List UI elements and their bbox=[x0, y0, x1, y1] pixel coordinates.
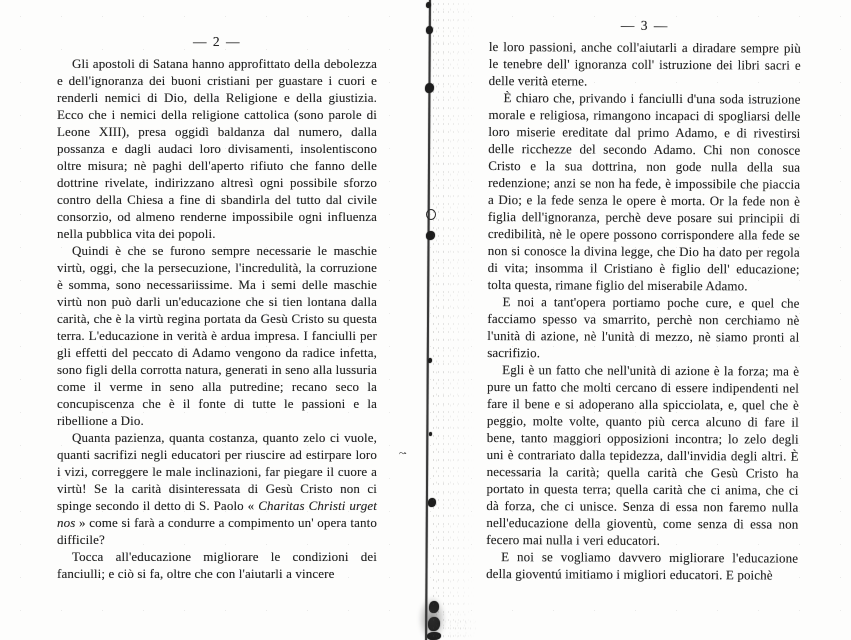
italic-quotation: Charitas Christi urget nos bbox=[57, 498, 377, 530]
binding-stitch bbox=[426, 2, 431, 8]
text-run: » come si farà a condurre a compimento un' opera tanto difficile? bbox=[57, 515, 377, 547]
paragraph bbox=[57, 429, 377, 548]
text-run: Quanta pazienza, quanta costanza, quanto zelo ci vuole, quanti sacrifizi negli educatori per riuscire ad estirpare loro i vizi, correggere le male inclinazioni, far piegare il cuore a virtù! Se la carità disinteressata di Gesù Cristo non ci spinge secondo il detto di S. Paolo « bbox=[57, 430, 377, 513]
paragraph bbox=[487, 293, 799, 363]
binding-stitch bbox=[428, 358, 432, 363]
binding-stitch-ring bbox=[426, 209, 436, 220]
binding-line bbox=[425, 0, 431, 640]
page-2-text bbox=[57, 55, 377, 582]
scan-noise-binding bbox=[431, 0, 475, 640]
paragraph bbox=[57, 548, 377, 582]
page-2-number: — 2 — bbox=[193, 34, 241, 49]
paragraph bbox=[488, 89, 801, 295]
text-run: È chiaro che, privando i fanciulli d'una soda istruzione morale e religiosa, rimangono incapaci di spogliarsi delle loro miserie ereditate dal primo Adamo, e di rivestirsi delle ricchezze del secondo Adamo. Chi non conosce Cristo e la sua dottrina, non gode nulla della sua redenzione; anzi se non ha fede, è impossibile che piaccia a Dio; e la fede senza le opere è morta. Or la fede non è figlia dell'ignoranza, perchè deve posare sui principii di credibilità, nè le opere possono corrispondere alla fede se non si conosce la divina legge, che Dio ha dato per regola di vita; insomma il Cristiano è figlio dell' educazione; tolta questa, rimane figlio del miserabile Adamo. bbox=[487, 90, 801, 294]
text-run: E noi se vogliamo davvero migliorare l'educazione della gioventú imitiamo i migliori educatori. E poichè bbox=[486, 549, 799, 583]
text-run: Gli apostoli di Satana hanno approfittato della debolezza e dell'ignoranza dei buoni cristiani per guastare i cuori e renderli nemici di Dio, della Religione e della giustizia. Ecco che i nemici della religione cattolica (sono parole di Leone XIII), presa oggidì baldanza dal numero, dalla possanza e dagli audaci loro divisamenti, insolentiscono oltre misura; nè paghi dell'aperto rifiuto che fanno delle dottrine rivelate, indirizzano altresì ogni possibile sforzo contro della Chiesa a fine di sbandirla del tutto dal civile consorzio, od almeno renderne impossibile ogni influenza nella pubblica vita dei popoli. bbox=[57, 56, 377, 241]
page-3-text bbox=[486, 38, 801, 584]
binding-stitch bbox=[429, 432, 432, 436]
page-3-number: — 3 — bbox=[620, 17, 669, 33]
binding-stitch bbox=[426, 231, 435, 240]
paragraph bbox=[486, 361, 799, 550]
text-run: Tocca all'educazione migliorare le condizioni dei fanciulli; e ciò si fa, oltre che con l'aiutarli a vincere bbox=[57, 549, 377, 581]
text-run: Egli è un fatto che nell'unità di azione è la forza; ma è pure un fatto che molti cercano di essere indipendenti nel fare il bene e si adoperano alla spicciolata, e, quel che è peggio, molte volte, quanto più cerca alcuno di fare il bene, tanto maggiori opposizioni incontra; lo zelo degli uni è contrariato dalla tepidezza, dall'invidia degli altri. È necessaria la carità; quella carità che Gesù Cristo ha portato in questa terra; quella carità che ci anima, che ci dà forza, che ci unisce. Senza di essa non faremo nulla nell'educazione della gioventù, come senza di essa non fecero mai nulla i veri educatori. bbox=[486, 362, 800, 548]
binding-stitch bbox=[426, 26, 433, 34]
paragraph bbox=[57, 55, 377, 242]
paragraph bbox=[489, 38, 801, 91]
page-3 bbox=[486, 17, 801, 584]
binding-stitch bbox=[428, 498, 436, 507]
paragraph bbox=[486, 548, 798, 584]
paragraph bbox=[57, 242, 377, 429]
binding-stitch bbox=[425, 83, 434, 93]
binding-bottom-smudge bbox=[418, 596, 446, 640]
text-run: le loro passioni, anche coll'aiutarli a diradare sempre più le tenebre dell' ignoranza coll' istruzione dei libri sacri e delle verità eterne. bbox=[488, 38, 801, 89]
page-2 bbox=[57, 34, 377, 582]
scan-artifact-squiggle: ~· bbox=[399, 446, 406, 460]
text-run: E noi a tant'opera portiamo poche cure, e quel che facciamo spesso va smarrito, perchè non cerchiamo nè l'unità di azione, nè l'unità di mezzo, nè siamo pronti al sacrifizio. bbox=[487, 294, 800, 361]
text-run: Quindi è che se furono sempre necessarie le maschie virtù, oggi, che la persecuzione, l'incredulità, la corruzione è somma, sono necessariissime. Ma i semi delle maschie virtù non può darli un'educazione che si tien lontana dalla carità, che è la virtù regina portata da Gesù Cristo su questa terra. L'educazione in verità è ardua impresa. I fanciulli per gli effetti del peccato di Adamo vengono da radice infetta, sono figli della corrotta natura, generati in seno alla lussuria come il verme in seno alla putredine; recano seco la concupiscenza che è il fonte di tutte le passioni e la ribellione a Dio. bbox=[57, 243, 377, 428]
